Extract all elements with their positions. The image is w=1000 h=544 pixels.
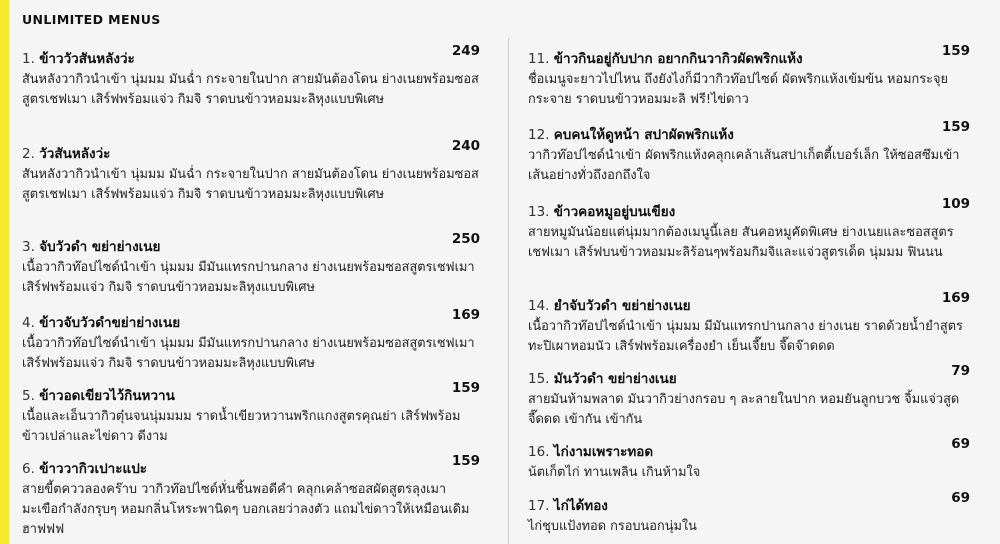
item-description: สายขี้ตคววลองคร๊าบ วากิวท๊อปไซด์หั่นชิ้นพอดีคำ คลุกเคล้าซอสผัดสูตรลุงเมา มะเขือกำลังกรุบๆ หอมกลิ่นโหระพานิดๆ บอกเลยว่าลงตัว แถมไข่ดาวให้เหมือนเดิมฮาฟฟฟ xyxy=(22,482,470,537)
item-number: 1. xyxy=(22,51,35,67)
item-description: เนื้อวากิวท๊อปไซด์นำเข้า นุ่มมม มีมันแทรกปานกลาง ย่างเนย ราดด้วยน้ำยำสูตรทะปิเผาหอมนัว เสิร์ฟพร้อมเครื่องยำ เย็นเจี๊ยบ จี๊ดจ๊าดดด xyxy=(528,319,963,354)
item-number: 4. xyxy=(22,315,35,331)
item-price: 69 xyxy=(951,490,970,506)
item-name: ข้าววัวสันหลังว่ะ xyxy=(39,51,135,67)
item-name: คบคนให้ดูหน้า สปาผัดพริกแห้ง xyxy=(553,127,734,143)
item-name: ข้าววากิวเปาะแปะ xyxy=(39,461,148,477)
item-description: เนื้อวากิวท๊อปไซด์นำเข้า นุ่มมม มีมันแทรกปานกลาง ย่างเนยพร้อมซอสสูตรเชฟเมา เสิร์ฟพร้อมแจ่ว กิมจิ ราดบนข้าวหอมมะลิหุงแบบพิเศษ xyxy=(22,260,475,295)
menu-item[interactable] xyxy=(528,290,970,357)
menu-item[interactable] xyxy=(22,453,480,540)
item-description: สันหลังวากิวนำเข้า นุ่มมม มันฉ่ำ กระจายในปาก สายมันต้องโดน ย่างเนยพร้อมซอสสูตรเชฟเมา เสิร์ฟพร้อมแจ่ว กิมจิ ราดบนข้าวหอมมะลิหุงแบบพิเศษ xyxy=(22,72,479,107)
item-price: 109 xyxy=(941,196,970,212)
item-name: ข้าวจับวัวดำขย่าย่างเนย xyxy=(39,315,181,331)
item-description: ชื่อเมนูจะยาวไปไหน ถึงยังไงก็มีวากิวท๊อปไซด์ ผัดพริกแห้งเข้มข้น หอมกระจุยกระจาย ราดบนข้าวหอมมะลิ ฟรี!ไข่ดาว xyxy=(528,72,949,107)
menu-item[interactable] xyxy=(528,363,970,430)
item-name: ข้าวกินอยู่กับปาก อยากกินวากิวผัดพริกแห้ง xyxy=(553,51,803,67)
item-description: สันหลังวากิวนำเข้า นุ่มมม มันฉ่ำ กระจายในปาก สายมันต้องโดน ย่างเนยพร้อมซอสสูตรเชฟเมา เสิร์ฟพร้อมแจ่ว กิมจิ ราดบนข้าวหอมมะลิหุงแบบพิเศษ xyxy=(22,167,479,202)
item-price: 169 xyxy=(941,290,970,306)
item-number: 5. xyxy=(22,388,35,404)
item-number: 3. xyxy=(22,239,35,255)
item-price: 169 xyxy=(451,307,480,323)
item-number: 11. xyxy=(528,51,550,67)
item-name: ข้าวอดเขียวไว้กินหวาน xyxy=(39,388,175,404)
item-name: จับวัวดำ ขย่าย่างเนย xyxy=(39,239,161,255)
item-price: 79 xyxy=(951,363,970,379)
item-name: ไก่ได้ทอง xyxy=(553,498,608,514)
item-description: เนื้อวากิวท๊อปไซด์นำเข้า นุ่มมม มีมันแทรกปานกลาง ย่างเนยพร้อมซอสสูตรเชฟเมา เสิร์ฟพร้อมแจ่ว กิมจิ ราดบนข้าวหอมมะลิหุงแบบพิเศษ xyxy=(22,336,475,371)
item-number: 16. xyxy=(528,444,550,460)
item-number: 14. xyxy=(528,298,550,314)
menu-item[interactable] xyxy=(22,231,480,298)
item-number: 6. xyxy=(22,461,35,477)
item-number: 2. xyxy=(22,146,35,162)
item-name: ยำจับวัวดำ ขย่าย่างเนย xyxy=(553,298,691,314)
item-number: 13. xyxy=(528,204,550,220)
item-name: ข้าวคอหมูอยู่บนเขียง xyxy=(553,204,676,220)
column-divider xyxy=(508,38,509,544)
item-price: 159 xyxy=(941,119,970,135)
menu-item[interactable] xyxy=(528,436,970,483)
menu-item[interactable] xyxy=(528,196,970,263)
menu-item[interactable] xyxy=(528,119,970,186)
menu-item[interactable] xyxy=(22,380,480,447)
section-title: UNLIMITED MENUS xyxy=(22,12,161,27)
item-description: วากิวท๊อปไซด์นำเข้า ผัดพริกแห้งคลุกเคล้าเส้นสปาเก็ตตี้เบอร์เล็ก ให้ซอสซึมเข้าเส้นอย่างทั่วถึงอกถึงใจ xyxy=(528,148,960,183)
item-price: 249 xyxy=(451,43,480,59)
item-price: 250 xyxy=(451,231,480,247)
item-description: ไก่ชุบแป้งทอด กรอบนอกนุ่มใน xyxy=(528,519,697,534)
item-number: 12. xyxy=(528,127,550,143)
item-name: วัวสันหลังว่ะ xyxy=(39,146,111,162)
item-price: 159 xyxy=(941,43,970,59)
item-price: 159 xyxy=(451,380,480,396)
item-price: 69 xyxy=(951,436,970,452)
item-number: 15. xyxy=(528,371,550,387)
item-description: สายหมูมันน้อยแต่นุ่มมากต้องเมนูนี้เลย สันคอหมูคัดพิเศษ ย่างเนยและซอสสูตรเชฟเมา เสิร์ฟบนข้าวหอมมะลิร้อนๆพร้อมกิมจิและแจ่วสูตรเด็ด นุ่มมม ฟินนน xyxy=(528,225,954,260)
menu-item[interactable] xyxy=(22,307,480,374)
item-number: 17. xyxy=(528,498,550,514)
menu-item[interactable] xyxy=(528,490,970,537)
item-price: 240 xyxy=(451,138,480,154)
item-price: 159 xyxy=(451,453,480,469)
menu-item[interactable] xyxy=(528,43,970,110)
menu-item[interactable] xyxy=(22,43,480,110)
item-name: มันวัวดำ ขย่าย่างเนย xyxy=(553,371,677,387)
accent-bar xyxy=(0,0,9,544)
item-name: ไก่งามเพราะทอด xyxy=(553,444,654,460)
item-description: น้ตเก็ตไก่ ทานเพลิน เกินห้ามใจ xyxy=(528,465,701,480)
item-description: สายมันห้ามพลาด มันวากิวย่างกรอบ ๆ ละลายในปาก หอมยันลูกบวช จิ้มแจ่วสูดจี๊ดดด เข้ากัน เข้ากัน xyxy=(528,392,960,427)
menu-item[interactable] xyxy=(22,138,480,205)
item-description: เนื้อและเอ็นวากิวตุ๋นจนนุ่มมมม ราดน้ำเขียวหวานพริกแกงสูตรคุณย่า เสิร์ฟพร้อมข้าวเปล่าและไข่ดาว ดีงาม xyxy=(22,409,461,444)
